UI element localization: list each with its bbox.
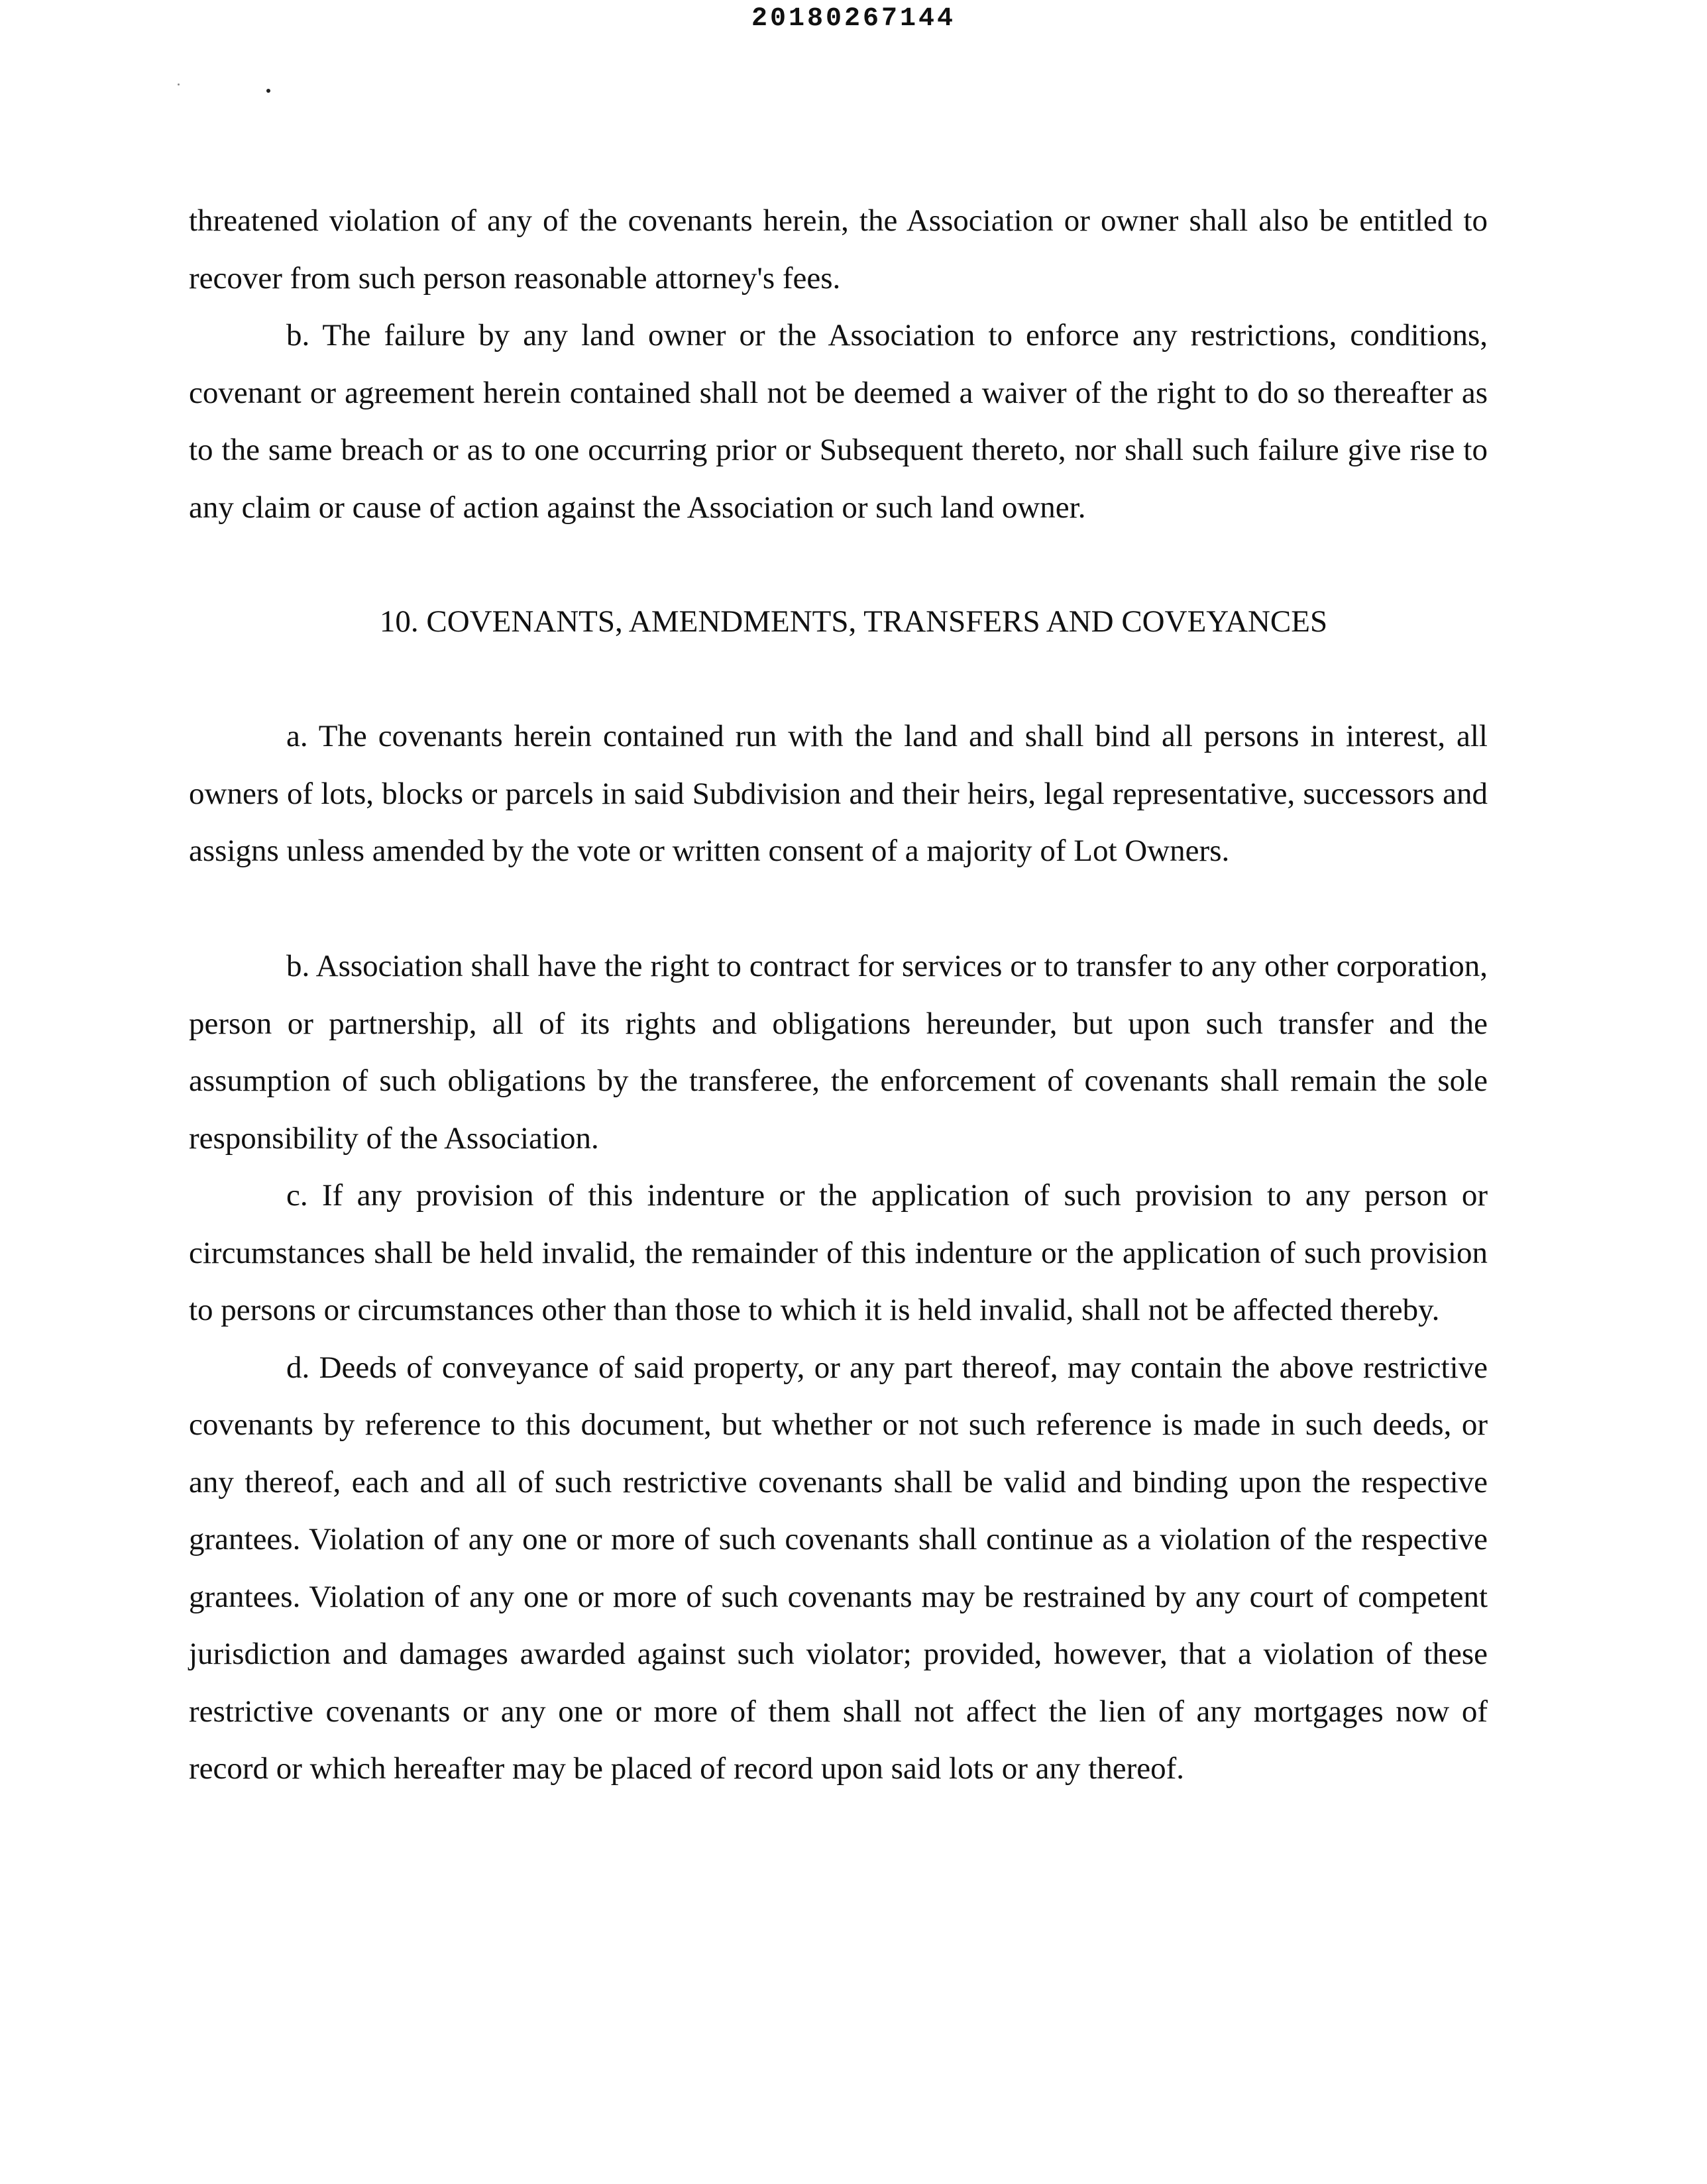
scan-speck — [178, 83, 180, 85]
paragraph-10c: c. If any provision of this indenture or the application of such provision to any person or circumstances shall be held invalid, the remainder of this indenture or the application of such provision to persons or circumstances other than those to which it is held invalid, shall not be affected thereby. — [189, 1178, 1488, 1327]
section-10-heading: 10. COVENANTS, AMENDMENTS, TRANSFERS AND COVEYANCES — [379, 604, 1328, 639]
section-10-parts-b-d — [189, 938, 1488, 1798]
paragraph-10a: a. The covenants herein contained run with the land and shall bind all persons in interest, all owners of lots, blocks or parcels in said Subdivision and their heirs, legal representative, successors and assigns unless amended by the vote or written consent of a majority of Lot Owners. — [189, 719, 1488, 868]
section-10-part-a — [189, 708, 1488, 880]
paragraph-9b: b. The failure by any land owner or the Association to enforce any restrictions, conditions, covenant or agreement herein contained shall not be deemed a waiver of the right to do so thereafter as to the same breach or as to one occurring prior or Subsequent thereto, nor shall such failure give rise to any claim or cause of action against the Association or such land owner. — [189, 318, 1488, 525]
paragraph-continuation: threatened violation of any of the covenants herein, the Association or owner shall also be entitled to recover from such person reasonable attorney's fees. — [189, 203, 1488, 296]
document-number: 20180267144 — [751, 4, 956, 34]
scan-speck — [266, 89, 270, 93]
section-9-continued — [189, 192, 1488, 536]
paragraph-10d: d. Deeds of conveyance of said property, or any part thereof, may contain the above restrictive covenants by reference to this document, but whether or not such reference is made in such deeds, or any thereof, each and all of such restrictive covenants shall be valid and binding upon the respective grantees. Violation of any one or more of such covenants shall continue as a violation of the respective grantees. Violation of any one or more of such covenants may be restrained by any court of competent jurisdiction and damages awarded against such violator; provided, however, that a violation of these restrictive covenants or any one or more of them shall not affect the lien of any mortgages now of record or which hereafter may be placed of record upon said lots or any thereof. — [189, 1350, 1488, 1786]
paragraph-10b: b. Association shall have the right to contract for services or to transfer to any other corporation, person or partnership, all of its rights and obligations hereunder, but upon such transfer and the assumption of such obligations by the transferee, the enforcement of covenants shall remain the sole responsibility of the Association. — [189, 949, 1488, 1156]
